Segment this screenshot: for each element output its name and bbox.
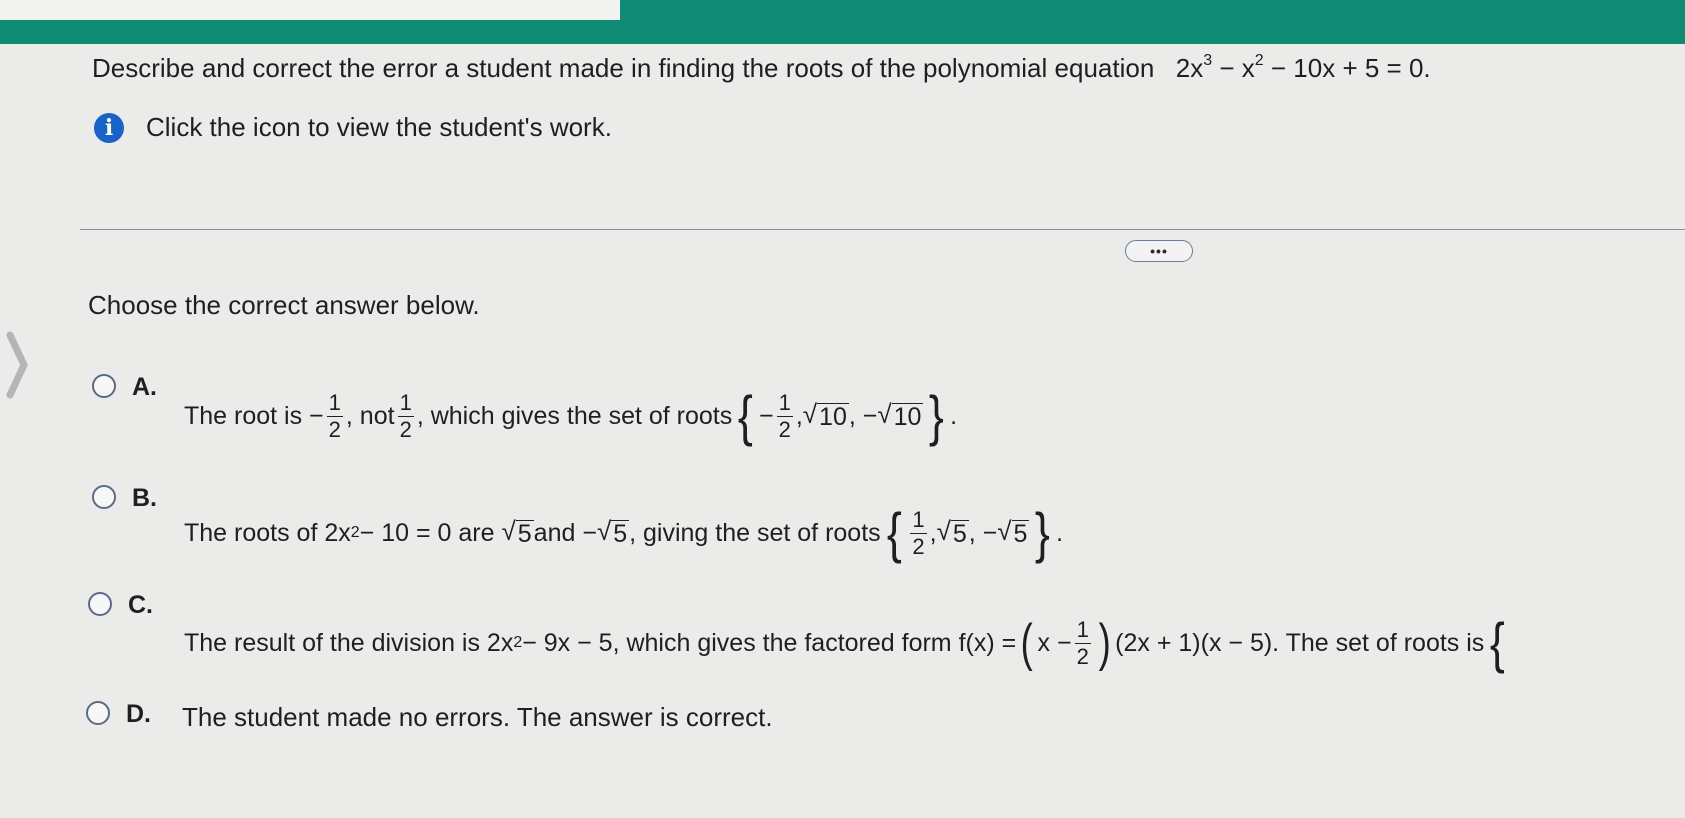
radio-option-a[interactable]	[92, 374, 116, 398]
option-b-letter: B.	[132, 484, 157, 512]
info-icon[interactable]: i	[94, 113, 124, 143]
fraction: $\frac{1}{2}$	[328, 389, 341, 442]
fraction: $\frac{1}{2}$	[1076, 616, 1089, 669]
chevron-left-icon[interactable]	[4, 330, 30, 400]
option-a-letter: A.	[132, 373, 157, 401]
radio-option-c[interactable]	[88, 592, 112, 616]
set-open-brace: {	[738, 384, 754, 447]
set-close-brace: }	[929, 384, 945, 447]
question-stem: Describe and correct the error a student made in finding the roots of the polynomial equation	[92, 53, 1155, 83]
fraction: $\frac{1}{2}$	[399, 389, 412, 442]
radio-option-d[interactable]	[86, 701, 110, 725]
close-paren: )	[1098, 614, 1111, 672]
option-d-text: The student made no errors. The answer is correct.	[182, 702, 773, 732]
square-root: √ 10	[877, 398, 922, 431]
square-root: √ 10	[802, 398, 847, 431]
set-open-brace: {	[886, 501, 902, 564]
option-c-letter: C.	[128, 591, 153, 619]
option-a-text: The root is − $\frac{1}{2}$ , not $\frac{1}{2}$ , which gives the set of roots { − $\frac{1}{2}$ , √ 10 , − √ 10 } .	[184, 384, 958, 447]
question-text	[92, 52, 1431, 84]
polynomial-equation: $2x^3 - x^2 - 10x + 5 = 0$.	[1175, 52, 1431, 83]
view-student-work-row	[94, 112, 612, 143]
section-divider	[80, 229, 1685, 230]
set-open-brace: {	[1490, 611, 1506, 674]
set-close-brace: }	[1035, 501, 1051, 564]
fraction: $\frac{1}{2}$	[912, 506, 925, 559]
choose-prompt: Choose the correct answer below.	[88, 290, 480, 320]
square-root: √ 5	[936, 515, 967, 548]
info-text: Click the icon to view the student's work.	[146, 112, 612, 142]
option-c-text: The result of the division is 2x 2 − 9x − 5, which gives the factored form f(x) = ( x − $\frac{1}{2}$ ) (2x + 1)(x − 5). The set of roots is {	[184, 611, 1506, 674]
radio-option-b[interactable]	[92, 485, 116, 509]
square-root: √ 5	[997, 515, 1028, 548]
option-b-text: The roots of 2x 2 − 10 = 0 are √ 5 and − √ 5 , giving the set of roots { $\frac{1}{2}$ , √ 5 , − √ 5 } .	[184, 501, 1064, 564]
option-d-letter: D.	[126, 700, 151, 728]
expand-more-button[interactable]: •••	[1125, 240, 1193, 262]
fraction: $\frac{1}{2}$	[778, 389, 791, 442]
square-root: √ 5	[501, 515, 532, 548]
square-root: √ 5	[596, 515, 628, 548]
open-paren: (	[1020, 614, 1033, 672]
